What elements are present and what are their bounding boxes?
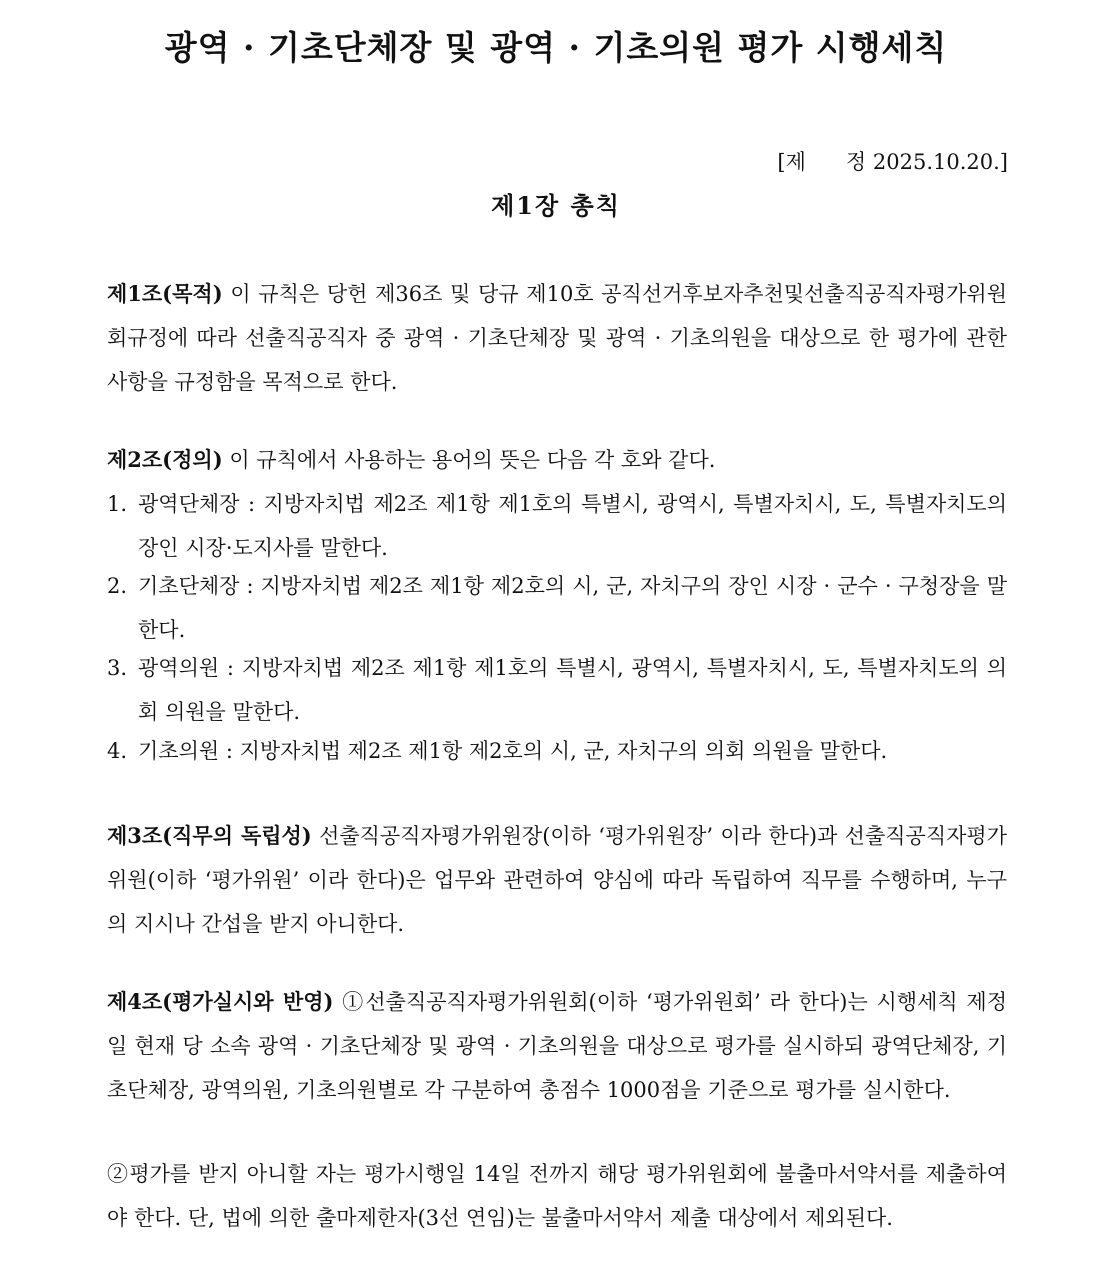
article-2 (107, 438, 1007, 482)
enactment-date (777, 146, 1008, 176)
article-4-body: ①선출직공직자평가위원회(이하 ‘평가위원회’ 라 한다)는 시행세칙 제정일 현재 당 소속 광역 · 기초단체장 및 광역 · 기초의원을 대상으로 평가를 실시하되 광역단체장, 기초단체장, 광역의원, 기초의원별로 각 구분하여 총점수 1000점을 기준으로 평가를 실시한다. (107, 990, 1007, 1102)
article-3 (107, 814, 1007, 946)
article-2-item-3 (107, 646, 1007, 734)
document-title: 광역 · 기초단체장 및 광역 · 기초의원 평가 시행세칙 (164, 28, 948, 67)
item-text: 광역의원 : 지방자치법 제2조 제1항 제1호의 특별시, 광역시, 특별자치시, 도, 특별자치도의 의회 의원을 말한다. (138, 656, 1007, 724)
article-2-item-2 (107, 564, 1007, 652)
item-number: 3. (107, 656, 128, 680)
enactment-date-value: 2025.10.20.] (872, 150, 1008, 174)
item-number: 1. (107, 492, 128, 516)
article-3-heading: 제3조(직무의 독립성) (107, 823, 312, 848)
article-1 (107, 272, 1007, 404)
article-3-body: 선출직공직자평가위원장(이하 ‘평가위원장’ 이라 한다)과 선출직공직자평가위원(이하 ‘평가위원’ 이라 한다)은 업무와 관련하여 양심에 따라 독립하여 직무를 수행하며, 누구의 지시나 간섭을 받지 아니한다. (107, 824, 1007, 936)
article-4-paragraph-2: ②평가를 받지 아니할 자는 평가시행일 14일 전까지 해당 평가위원회에 불출마서약서를 제출하여야 한다. 단, 법에 의한 출마제한자(3선 연임)는 불출마서약서 제출 대상에서 제외된다. (107, 1162, 1007, 1230)
article-1-heading: 제1조(목적) (107, 281, 223, 306)
item-text: 기초단체장 : 지방자치법 제2조 제1항 제2호의 시, 군, 자치구의 장인 시장 · 군수 · 구청장을 말한다. (138, 574, 1007, 642)
article-4-heading: 제4조(평가실시와 반영) (107, 989, 334, 1014)
article-4 (107, 980, 1007, 1112)
enactment-label-left: [제 (777, 150, 806, 174)
item-text: 기초의원 : 지방자치법 제2조 제1항 제2호의 시, 군, 자치구의 의회 의원을 말한다. (138, 739, 888, 763)
item-text: 광역단체장 : 지방자치법 제2조 제1항 제1호의 특별시, 광역시, 특별자치시, 도, 특별자치도의 장인 시장·도지사를 말한다. (138, 492, 1007, 560)
item-number: 4. (107, 739, 128, 763)
article-2-body: 이 규칙에서 사용하는 용어의 뜻은 다음 각 호와 같다. (229, 448, 716, 472)
article-1-body: 이 규칙은 당헌 제36조 및 당규 제10호 공직선거후보자추천및선출직공직자평가위원회규정에 따라 선출직공직자 중 광역 · 기초단체장 및 광역 · 기초의원을 대상으로 한 평가에 관한 사항을 규정함을 목적으로 한다. (107, 282, 1007, 394)
article-2-heading: 제2조(정의) (107, 447, 223, 472)
article-2-item-1 (107, 482, 1007, 570)
article-2-item-4 (107, 729, 1007, 773)
chapter-heading: 제1장 총칙 (491, 191, 621, 220)
enactment-label-right: 정 (845, 150, 867, 174)
item-number: 2. (107, 574, 128, 598)
